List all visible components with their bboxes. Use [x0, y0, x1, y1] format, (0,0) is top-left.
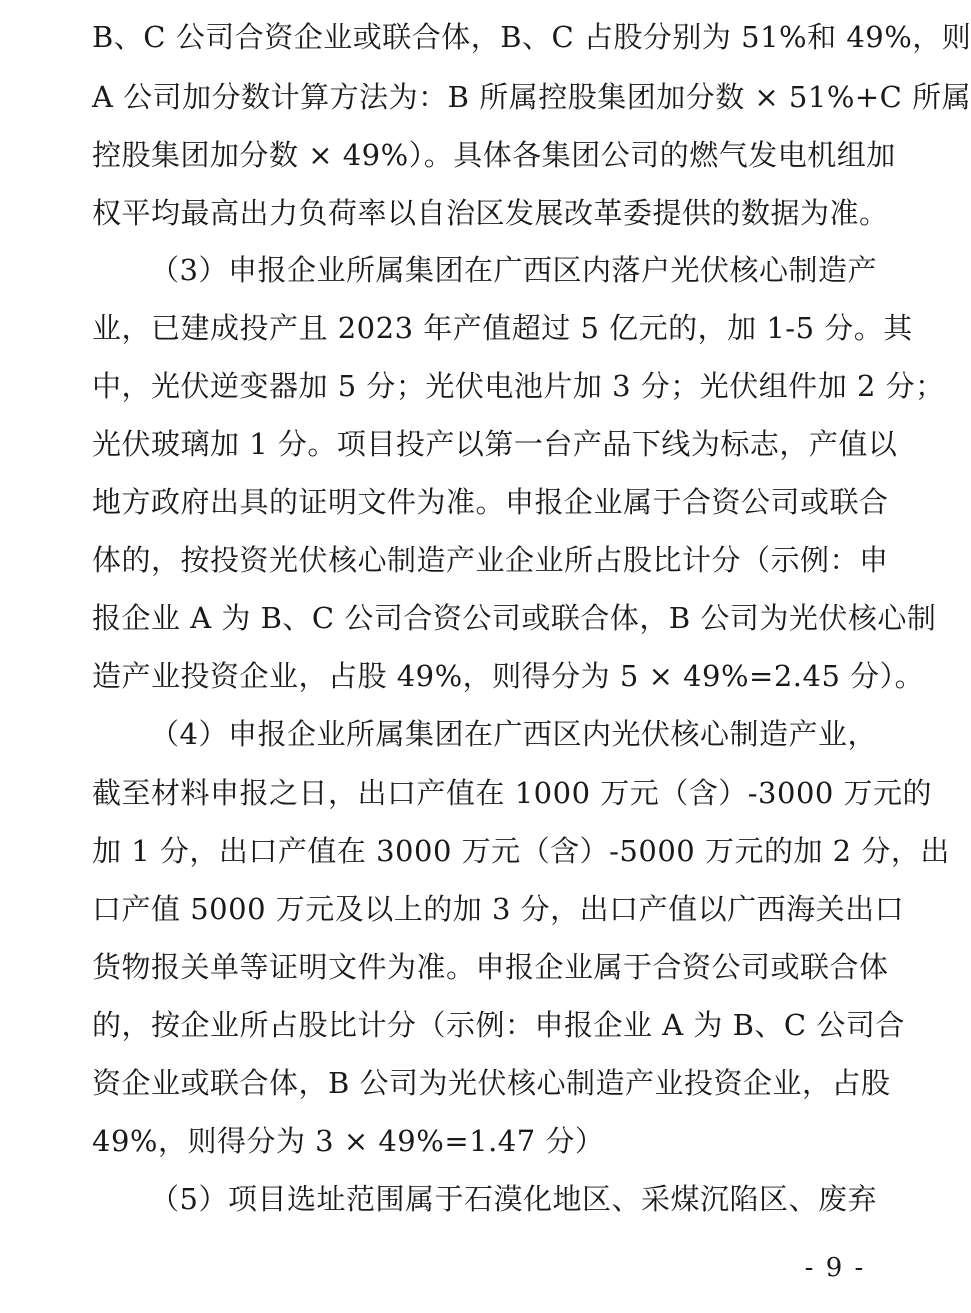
- text-line: 业，已建成投产且 2023 年产值超过 5 亿元的，加 1-5 分。其: [92, 311, 913, 345]
- text-line: （3）申报企业所属集团在广西区内落户光伏核心制造产: [150, 253, 877, 287]
- text-line: （5）项目选址范围属于石漠化地区、采煤沉陷区、废弃: [150, 1182, 877, 1216]
- text-line: 资企业或联合体，B 公司为光伏核心制造产业投资企业，占股: [92, 1066, 891, 1100]
- text-line: 货物报关单等证明文件为准。申报企业属于合资公司或联合体: [92, 950, 889, 984]
- text-line: 截至材料申报之日，出口产值在 1000 万元（含）-3000 万元的: [92, 776, 933, 810]
- text-line: 口产值 5000 万元及以上的加 3 分，出口产值以广西海关出口: [92, 892, 905, 926]
- text-line: 权平均最高出力负荷率以自治区发展改革委提供的数据为准。: [92, 196, 889, 230]
- text-line: 光伏玻璃加 1 分。项目投产以第一台产品下线为标志，产值以: [92, 427, 898, 461]
- text-line: （4）申报企业所属集团在广西区内光伏核心制造产业，: [150, 717, 877, 751]
- text-line: 的，按企业所占股比计分（示例：申报企业 A 为 B、C 公司合: [92, 1008, 905, 1042]
- text-line: 地方政府出具的证明文件为准。申报企业属于合资公司或联合: [92, 485, 889, 519]
- page-number: - 9 -: [804, 1253, 866, 1283]
- text-line: B、C 公司合资企业或联合体，B、C 占股分别为 51%和 49%，则: [92, 20, 971, 54]
- text-line: 49%，则得分为 3 × 49%=1.47 分）: [92, 1124, 605, 1158]
- text-line: 造产业投资企业，占股 49%，则得分为 5 × 49%=2.45 分）。: [92, 659, 925, 693]
- text-line: 中，光伏逆变器加 5 分；光伏电池片加 3 分；光伏组件加 2 分；: [92, 369, 945, 403]
- text-line: A 公司加分数计算方法为：B 所属控股集团加分数 × 51%+C 所属: [92, 80, 971, 114]
- text-line: 报企业 A 为 B、C 公司合资公司或联合体，B 公司为光伏核心制: [92, 601, 937, 635]
- text-line: 加 1 分，出口产值在 3000 万元（含）-5000 万元的加 2 分，出: [92, 834, 950, 868]
- text-line: 控股集团加分数 × 49%）。具体各集团公司的燃气发电机组加: [92, 138, 896, 172]
- text-line: 体的，按投资光伏核心制造产业企业所占股比计分（示例：申: [92, 543, 889, 577]
